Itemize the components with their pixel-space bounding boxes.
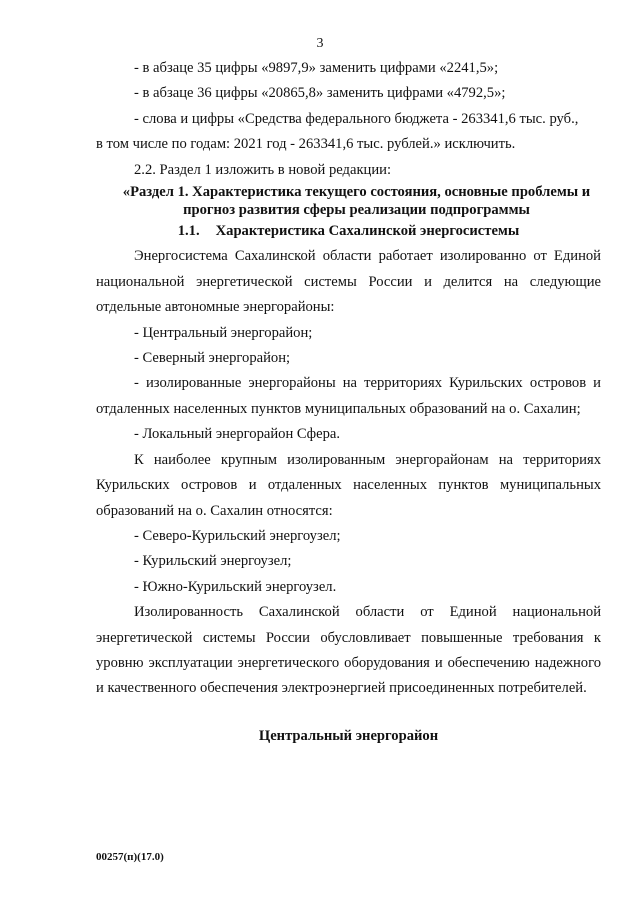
paragraph: Изолированность Сахалинской области от Единой национальной энергетической системы России обусловливает повышенные требования к уровню эксплуатации энергетического оборудования и обеспечению надежного и качественного обеспечения электроэнергией присоединенных потребителей.	[96, 604, 601, 697]
list-item: - Локальный энергорайон Сфера.	[134, 426, 341, 443]
amendment-line: 2.2. Раздел 1 изложить в новой редакции:	[134, 161, 392, 178]
paragraph: Энергосистема Сахалинской области работает изолированно от Единой национальной энергетической системы России и делится на следующие отдельные автономные энергорайоны:	[96, 248, 601, 316]
list-item: - изолированные энергорайоны на территориях Курильских островов и отдаленных населенных пунктов муниципальных образований на о. Сахалин;	[96, 375, 601, 417]
list-item: - Северо-Курильский энергоузел;	[134, 527, 341, 544]
list-item: - Южно-Курильский энергоузел.	[134, 578, 337, 595]
section-title: «Раздел 1. Характеристика текущего состояния, основные проблемы и прогноз развития сферы реализации подпрограммы	[122, 184, 591, 219]
document-body	[96, 56, 601, 749]
amendment-line: - в абзаце 36 цифры «20865,8» заменить цифрами «4792,5»;	[134, 85, 506, 102]
page-number: 3	[316, 36, 324, 51]
footer-code: 00257(п)(17.0)	[96, 851, 164, 863]
section-heading-central: Центральный энергорайон	[258, 727, 439, 744]
amendment-line: в том числе по годам: 2021 год - 263341,6 тыс. рублей.» исключить.	[96, 136, 516, 153]
list-item: - Центральный энергорайон;	[134, 324, 313, 341]
amendment-line: - слова и цифры «Средства федерального бюджета - 263341,6 тыс. руб.,	[134, 110, 579, 127]
list-item: - Северный энергорайон;	[134, 350, 291, 367]
subsection-heading	[96, 219, 601, 244]
subsection-number: 1.1.	[177, 223, 200, 240]
subsection-title: Характеристика Сахалинской энергосистемы	[215, 223, 520, 240]
paragraph: К наиболее крупным изолированным энергорайонам на территориях Курильских островов и отдаленных населенных пунктов муниципальных образований на о. Сахалин относятся:	[96, 451, 601, 519]
amendment-line: - в абзаце 35 цифры «9897,9» заменить цифрами «2241,5»;	[134, 60, 499, 76]
list-item: - Курильский энергоузел;	[134, 553, 292, 570]
